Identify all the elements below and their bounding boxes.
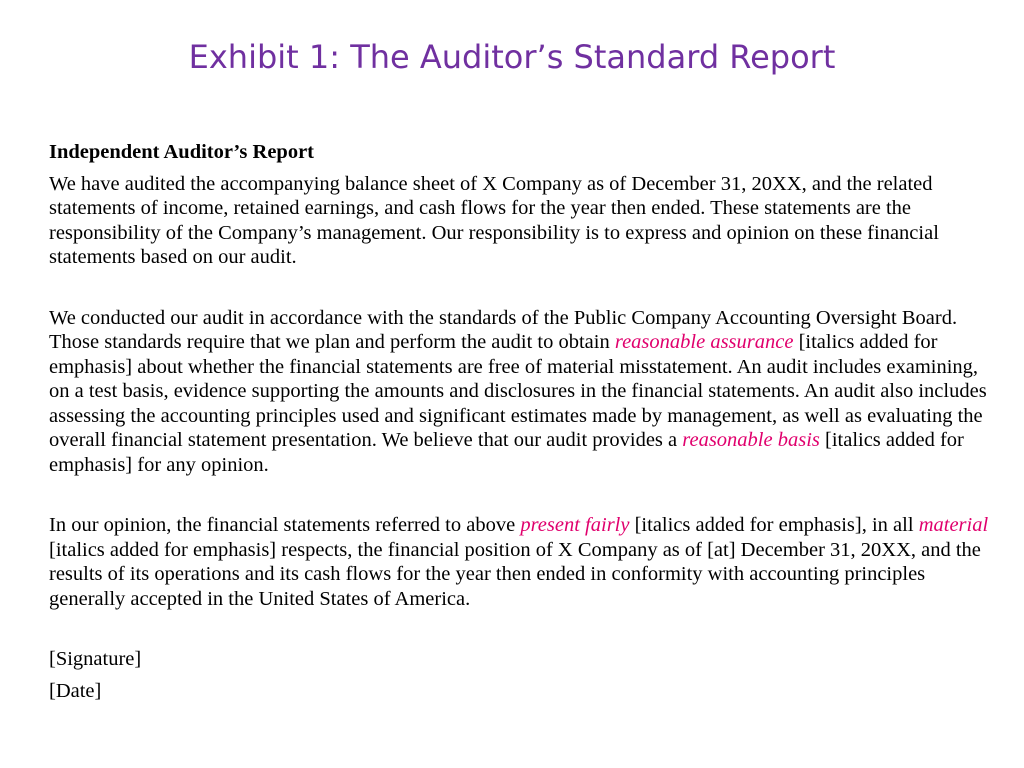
emphasis-present-fairly: present fairly xyxy=(520,514,630,536)
emphasis-reasonable-assurance: reasonable assurance xyxy=(614,331,794,353)
paragraph-2-text-2: [italics added for emphasis] about whether the financial statements are free of material misstatement. An audit includes examining, on a test basis, evidence supporting the amounts and disclosures in the financial statements. An audit also includes assessing the accounting principles used and significant estimates made by management, as well as evaluating the overall financial statement presentation. We believe that our audit provides a xyxy=(49,331,987,451)
paragraph-3-text-2: [italics added for emphasis], in all xyxy=(629,514,919,536)
paragraph-3-text-3: [italics added for emphasis] respects, the financial position of X Company as of [at] December 31, 20XX, and the results of its operations and its cash flows for the year then ended in conformity with accounting principles generally accepted in the United States of America. xyxy=(49,538,981,610)
report-body xyxy=(49,140,994,703)
report-paragraph-3 xyxy=(49,513,994,611)
slide-title: Exhibit 1: The Auditor’s Standard Report xyxy=(188,38,836,76)
paragraph-2-text-3: [italics added for emphasis] for any opinion. xyxy=(49,429,964,476)
signature-placeholder: [Signature] xyxy=(49,648,142,670)
emphasis-reasonable-basis: reasonable basis xyxy=(682,429,820,451)
report-paragraph-2 xyxy=(49,306,994,478)
report-paragraph-1: We have audited the accompanying balance sheet of X Company as of December 31, 20XX, and the related statements of income, retained earnings, and cash flows for the year then ended. These statements are the responsibility of the Company’s management. Our responsibility is to express and opinion on these financial statements based on our audit. xyxy=(49,172,939,268)
paragraph-3-text-1: In our opinion, the financial statements referred to above xyxy=(49,514,521,536)
report-heading: Independent Auditor’s Report xyxy=(49,141,314,163)
date-placeholder: [Date] xyxy=(49,679,102,702)
emphasis-material: material xyxy=(918,514,989,536)
paragraph-2-text-1: We conducted our audit in accordance with the standards of the Public Company Accounting Oversight Board. Those standards require that we plan and perform the audit to obtain xyxy=(49,306,958,353)
